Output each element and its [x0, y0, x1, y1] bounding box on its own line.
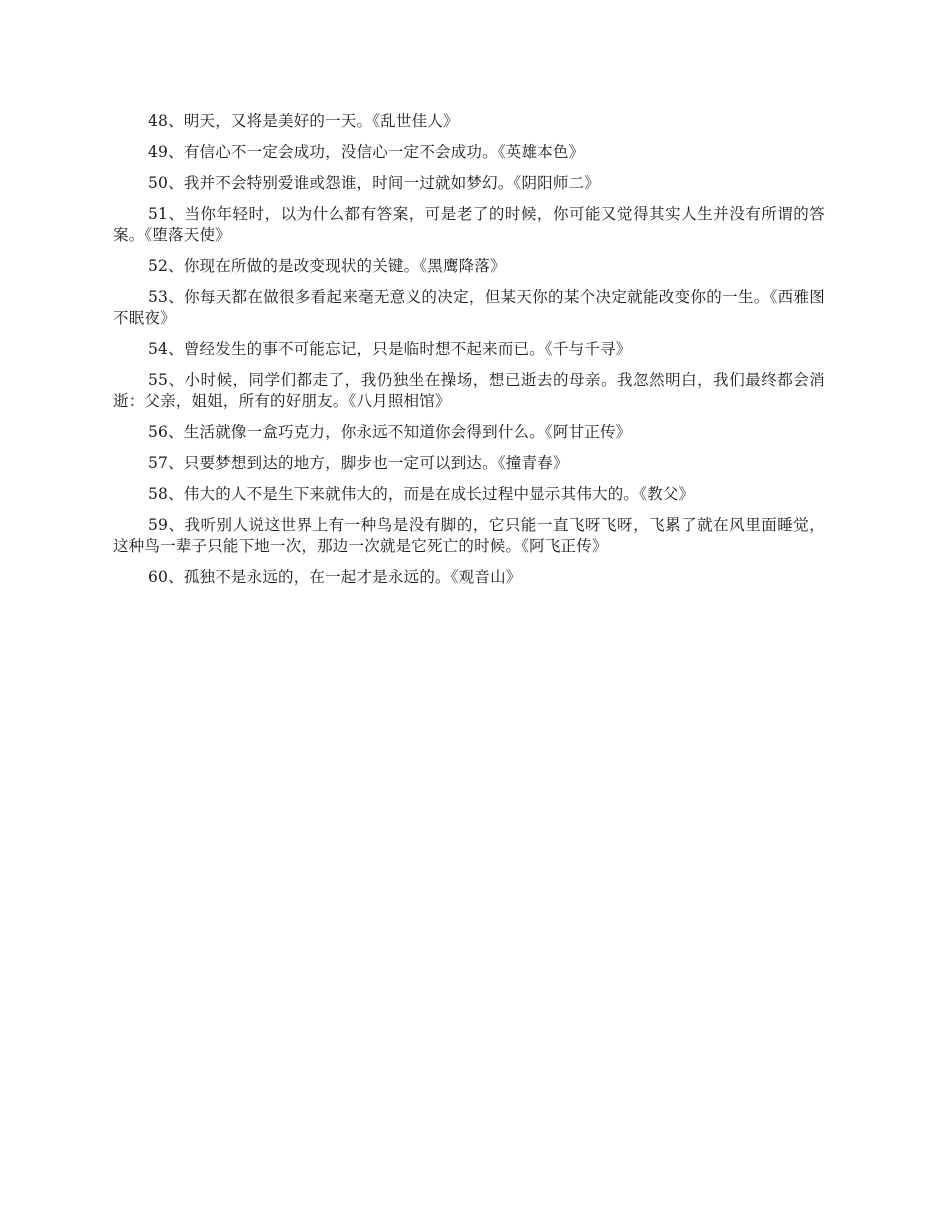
quote-paragraph-55: 55、小时候，同学们都走了，我仍独坐在操场，想已逝去的母亲。我忽然明白，我们最终都会消逝：父亲，姐姐，所有的好朋友。《八月照相馆》 [113, 371, 825, 410]
quote-paragraph-56: 56、生活就像一盒巧克力，你永远不知道你会得到什么。《阿甘正传》 [148, 423, 632, 441]
quote-paragraph-53: 53、你每天都在做很多看起来毫无意义的决定，但某天你的某个决定就能改变你的一生。《西雅图不眠夜》 [113, 288, 825, 327]
quote-paragraph-49: 49、有信心不一定会成功，没信心一定不会成功。《英雄本色》 [148, 143, 585, 161]
quote-paragraph-59: 59、我听别人说这世界上有一种鸟是没有脚的，它只能一直飞呀飞呀，飞累了就在风里面睡觉，这种鸟一辈子只能下地一次，那边一次就是它死亡的时候。《阿飞正传》 [113, 516, 825, 555]
quote-paragraph-51: 51、当你年轻时，以为什么都有答案，可是老了的时候，你可能又觉得其实人生并没有所谓的答案。《堕落天使》 [113, 205, 825, 244]
quote-paragraph-52: 52、你现在所做的是改变现状的关键。《黑鹰降落》 [148, 257, 506, 275]
quote-paragraph-48: 48、明天，又将是美好的一天。《乱世佳人》 [148, 112, 459, 130]
quote-paragraph-50: 50、我并不会特别爱谁或怨谁，时间一过就如梦幻。《阴阳师二》 [148, 174, 600, 192]
quote-paragraph-57: 57、只要梦想到达的地方，脚步也一定可以到达。《撞青春》 [148, 454, 569, 472]
quote-paragraph-58: 58、伟大的人不是生下来就伟大的，而是在成长过程中显示其伟大的。《教父》 [148, 485, 695, 503]
quote-paragraph-60: 60、孤独不是永远的，在一起才是永远的。《观音山》 [148, 568, 522, 586]
quote-paragraph-54: 54、曾经发生的事不可能忘记，只是临时想不起来而已。《千与千寻》 [148, 340, 632, 358]
document-body [113, 111, 825, 598]
